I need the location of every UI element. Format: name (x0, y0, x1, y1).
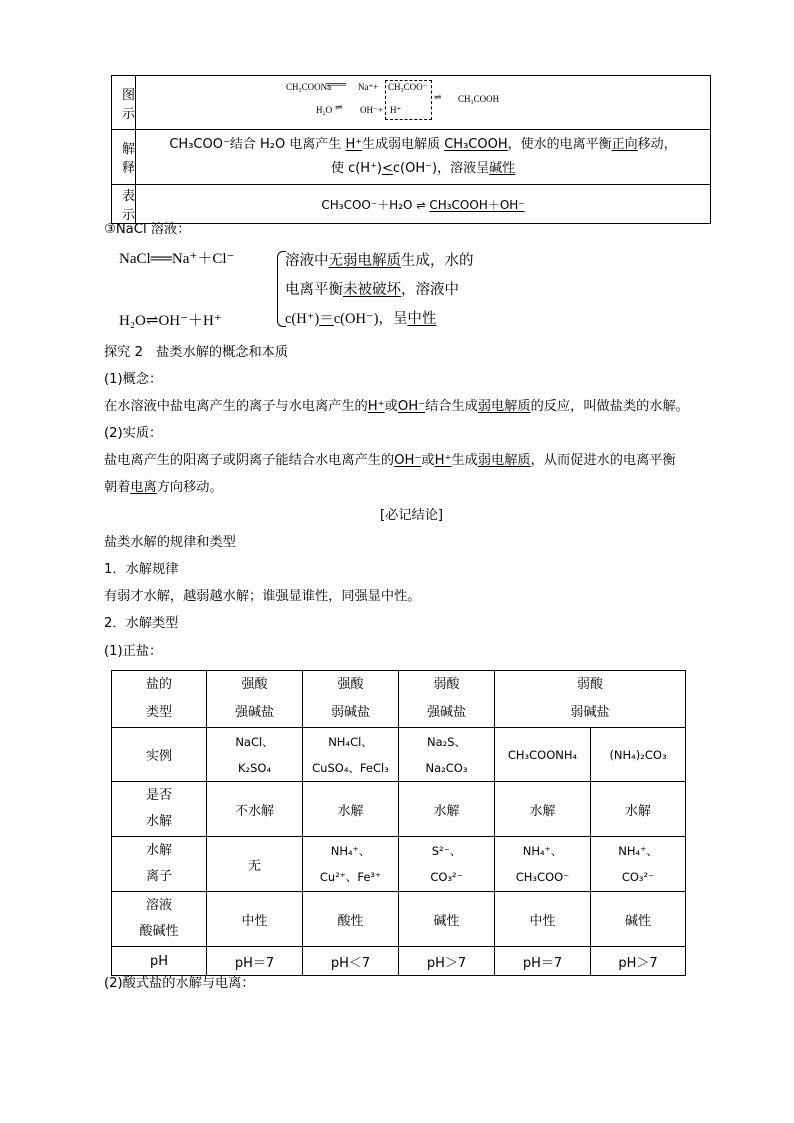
normal-salt-heading: (1)正盐： (104, 644, 163, 659)
nacl-equation-1: NaCl══Na⁺＋Cl⁻ (119, 251, 235, 267)
type-heading: 2．水解类型 (104, 616, 179, 631)
equilibrium-arrow: ⇌ (416, 198, 426, 212)
diagram-ch3coona: CH₃COONa (286, 82, 332, 92)
diagram-ch3coo-minus: CH₃COO⁻ (388, 82, 428, 92)
header-weak-acid-strong-base: 弱酸 强碱盐 (399, 671, 495, 728)
header-strong-acid-strong-base: 强酸 强碱盐 (207, 671, 303, 728)
table-row (112, 671, 686, 728)
essence-text-2: 朝着电离方向移动。 (104, 480, 223, 495)
diagram-oh-minus: OH⁻+ (360, 105, 383, 115)
explanation-cell: CH₃COO⁻结合 H₂O 电离产生 H⁺生成弱电解质 CH₃COOH，使水的电离平衡正向移动， 使 c(H⁺)<c(OH⁻)，溶液呈碱性 (136, 130, 711, 185)
label-example: 实例 (112, 728, 207, 782)
essence-label: (2)实质： (104, 426, 163, 441)
table-row: pH pH＝7 pH＜7 pH＞7 pH＝7 pH＞7 (112, 947, 686, 976)
concept-text: 在水溶液中盐电离产生的离子与水电离产生的H⁺或OH⁻结合生成弱电解质的反应，叫做盐类的水解。 (104, 399, 689, 414)
acid-salt-heading: (2)酸式盐的水解与电离： (104, 976, 255, 991)
row-label-diagram: 图示 (112, 76, 136, 130)
table-row: 是否 水解 不水解 水解 水解 水解 水解 (112, 782, 686, 837)
rule-text: 有弱才水解，越弱越水解；谁强显谁性，同强显中性。 (104, 589, 421, 604)
label-ions: 水解 离子 (112, 837, 207, 892)
label-acidity: 溶液 酸碱性 (112, 892, 207, 947)
nacl-description: 溶液中无弱电解质生成，水的 电离平衡未被破坏，溶液中 c(H⁺)＝c(OH⁻)，呈中性 (285, 253, 474, 327)
dashed-box (385, 80, 432, 120)
explore2-title: 探究 2 盐类水解的概念和本质 (104, 345, 289, 360)
header-weak-acid-weak-base: 弱酸 弱碱盐 (495, 671, 686, 728)
nacl-heading: ③NaCl 溶液： (104, 222, 191, 237)
salt-hydrolysis-table (111, 670, 686, 976)
diagram-ch3cooh: CH₃COOH (458, 94, 500, 104)
conclusion-title: [必记结论] (380, 508, 444, 523)
table-row: 实例 NaCl、 K₂SO₄ NH₄Cl、 CuSO₄、FeCl₃ Na₂S、 Na₂CO₃ CH₃COONH₄ (NH₄)₂CO₃ (112, 728, 686, 782)
equilibrium-diagram: CH₃COONa ═══ Na⁺+ CH₃COO⁻ H₂O ⇌ OH⁻+ H⁺ ⇌ CH₃COOH (136, 76, 710, 129)
diagram-h-plus: H⁺ (390, 105, 402, 115)
nacl-equation-2: H₂O⇌OH⁻＋H⁺ (119, 313, 222, 329)
hydrolysis-summary-table (111, 75, 711, 224)
table-row: 水解 离子 无 NH₄⁺、 Cu²⁺、Fe³⁺ S²⁻、 CO₃²⁻ NH₄⁺、 CH₃COO⁻ NH₄⁺、 CO₃²⁻ (112, 837, 686, 892)
diagram-cell (136, 76, 711, 130)
header-strong-acid-weak-base: 强酸 弱碱盐 (303, 671, 399, 728)
row-label-expression: 表示 (112, 185, 136, 224)
label-ph: pH (112, 947, 207, 976)
table-row: 溶液 酸碱性 中性 酸性 碱性 中性 碱性 (112, 892, 686, 947)
diagram-h2o: H₂O (316, 105, 333, 115)
essence-text-1: 盐电离产生的阳离子或阴离子能结合水电离产生的OH⁻或H⁺生成弱电解质，从而促进水的电离平衡 (104, 453, 676, 468)
rule-heading: 1．水解规律 (104, 562, 179, 577)
row-label-explanation: 解释 (112, 130, 136, 185)
header-salt-type: 盐的 类型 (112, 671, 207, 728)
diagram-na-plus: Na⁺+ (358, 82, 379, 92)
expression-cell: CH₃COO⁻＋H₂O ⇌ CH₃COOH＋OH⁻ (136, 185, 711, 224)
conclusion-subtitle: 盐类水解的规律和类型 (104, 535, 236, 550)
label-hydrolyze: 是否 水解 (112, 782, 207, 837)
concept-label: (1)概念： (104, 372, 163, 387)
